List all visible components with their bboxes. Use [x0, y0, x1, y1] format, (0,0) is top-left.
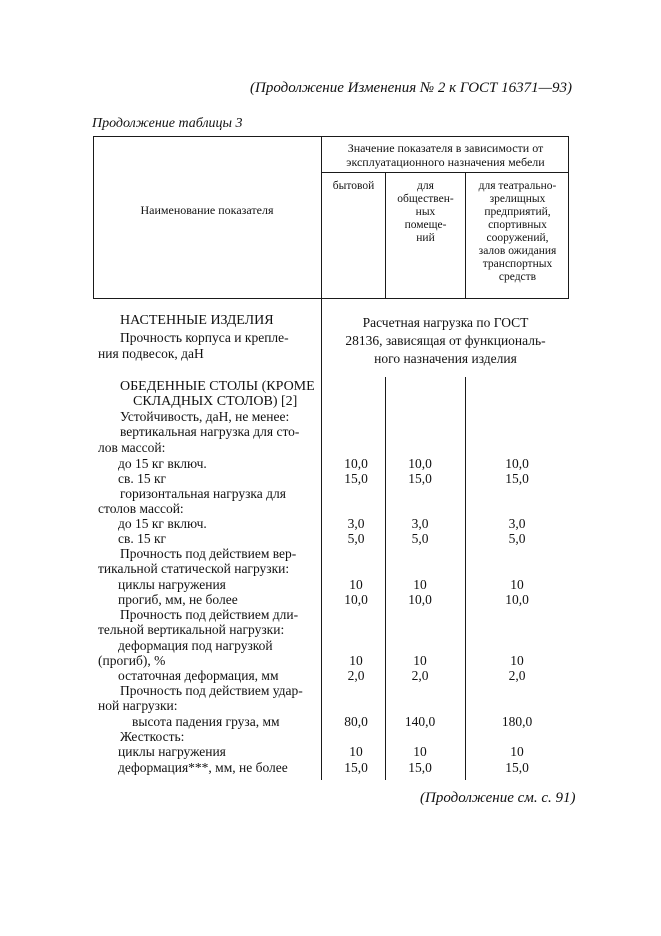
value-public: 3,0	[411, 516, 429, 531]
value-public: 10	[413, 653, 427, 668]
value-theatre: 180,0	[501, 714, 533, 729]
row-label: (прогиб), %	[98, 653, 166, 668]
col-household-header: бытовой	[332, 180, 375, 192]
value-household: 80,0	[344, 714, 368, 729]
continuation-header: (Продолжение Изменения № 2 к ГОСТ 16371—93)	[250, 80, 572, 96]
value-public: 2,0	[411, 668, 429, 683]
row-label: деформация***, мм, не более	[118, 760, 288, 775]
value-household: 2,0	[347, 668, 365, 683]
value-household: 10	[349, 744, 363, 759]
value-public: 10	[413, 577, 427, 592]
row-label: до 15 кг включ.	[118, 516, 207, 531]
col-theatre-header: для театрально- зрелищных предприятий, спортивных сооружений, залов ожидания транспортных средств	[478, 180, 557, 283]
value-public: 10,0	[408, 456, 432, 471]
value-household: 10	[349, 653, 363, 668]
row-label: циклы нагружения	[118, 744, 226, 759]
row-label: горизонтальная нагрузка для	[120, 486, 286, 501]
value-public: 15,0	[408, 760, 432, 775]
row-label: Устойчивость, даН, не менее:	[120, 409, 290, 424]
row-label: св. 15 кг	[118, 531, 167, 546]
value-public: 10,0	[408, 592, 432, 607]
value-household: 10,0	[344, 592, 368, 607]
value-theatre: 15,0	[505, 471, 529, 486]
value-public: 15,0	[408, 471, 432, 486]
value-household: 3,0	[347, 516, 365, 531]
wall-items-note: Расчетная нагрузка по ГОСТ 28136, зависящая от функциональ- ного назначения изделия	[345, 315, 546, 366]
row-label: циклы нагружения	[118, 577, 226, 592]
col-name-header: Наименование показателя	[140, 203, 274, 217]
value-theatre: 2,0	[508, 668, 526, 683]
value-household: 10	[349, 577, 363, 592]
group-header: Значение показателя в зависимости от эксплуатационного назначения мебели	[346, 141, 545, 169]
value-public: 5,0	[411, 531, 429, 546]
section-heading: СКЛАДНЫХ СТОЛОВ) [2]	[133, 394, 298, 409]
row-label: Прочность под действием дли-	[120, 607, 299, 622]
row-label: тельной вертикальной нагрузки:	[98, 622, 285, 637]
row-label: лов массой:	[98, 440, 166, 455]
row-label: Жесткость:	[120, 729, 185, 744]
row-label: ния подвесок, даН	[98, 346, 204, 361]
row-label: Прочность под действием вер-	[120, 546, 297, 561]
row-label: тикальной статической нагрузки:	[98, 561, 290, 576]
row-label: св. 15 кг	[118, 471, 167, 486]
row-label: деформация под нагрузкой	[118, 638, 273, 653]
value-public: 140,0	[404, 714, 436, 729]
value-theatre: 10	[510, 577, 524, 592]
value-household: 15,0	[344, 471, 368, 486]
col-public-header: для обществен- ных помеще- ний	[397, 180, 454, 244]
value-theatre: 10,0	[505, 592, 529, 607]
value-theatre: 3,0	[508, 516, 526, 531]
row-label: Прочность под действием удар-	[120, 683, 303, 698]
value-theatre: 10,0	[505, 456, 529, 471]
value-theatre: 15,0	[505, 760, 529, 775]
continuation-footer: (Продолжение см. с. 91)	[420, 790, 576, 806]
value-theatre: 10	[510, 744, 524, 759]
row-label: до 15 кг включ.	[118, 456, 207, 471]
value-theatre: 10	[510, 653, 524, 668]
value-household: 15,0	[344, 760, 368, 775]
value-theatre: 5,0	[508, 531, 526, 546]
row-label: прогиб, мм, не более	[118, 592, 238, 607]
row-label: столов массой:	[98, 501, 184, 516]
row-label: высота падения груза, мм	[132, 714, 280, 729]
value-public: 10	[413, 744, 427, 759]
section-heading: ОБЕДЕННЫЕ СТОЛЫ (КРОМЕ	[120, 379, 315, 394]
section-heading: НАСТЕННЫЕ ИЗДЕЛИЯ	[120, 313, 274, 328]
row-label: вертикальная нагрузка для сто-	[120, 424, 300, 439]
row-label: остаточная деформация, мм	[118, 668, 279, 683]
value-household: 5,0	[347, 531, 365, 546]
table-continuation-caption: Продолжение таблицы 3	[92, 116, 243, 131]
row-label: Прочность корпуса и крепле-	[120, 330, 289, 345]
row-label: ной нагрузки:	[98, 698, 178, 713]
value-household: 10,0	[344, 456, 368, 471]
